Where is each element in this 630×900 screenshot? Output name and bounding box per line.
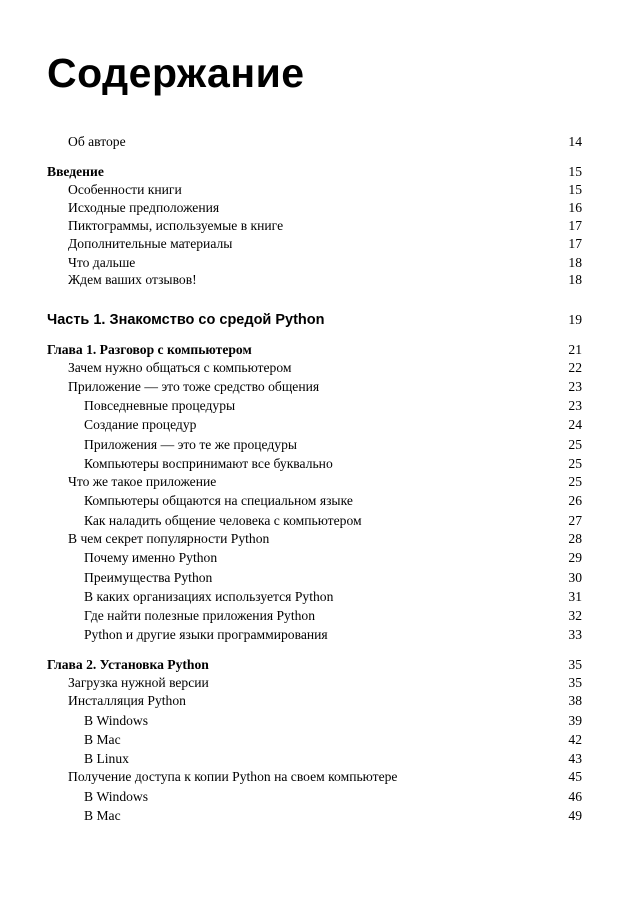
toc-entry-label: Глава 2. Установка Python bbox=[47, 657, 209, 672]
toc-entry bbox=[0, 455, 630, 473]
page-title: Содержание bbox=[47, 50, 305, 96]
toc-entry bbox=[0, 607, 630, 625]
toc-entry-page: 21 bbox=[568, 342, 582, 357]
toc-entry-label: В Windows bbox=[84, 713, 149, 728]
toc-entry bbox=[0, 492, 630, 510]
toc-entry bbox=[0, 235, 630, 253]
toc-entry bbox=[0, 199, 630, 217]
toc-entry-page: 18 bbox=[568, 255, 582, 270]
toc-entry-label: Что дальше bbox=[68, 255, 136, 270]
toc-entry bbox=[0, 512, 630, 530]
toc-entry-label: Компьютеры общаются на специальном языке bbox=[84, 493, 353, 508]
toc-entry-label: Приложения — это те же процедуры bbox=[84, 437, 298, 452]
toc-entry bbox=[0, 549, 630, 567]
toc-entry-page: 42 bbox=[568, 732, 582, 747]
toc-entry bbox=[0, 807, 630, 825]
toc-entry-page: 26 bbox=[568, 493, 582, 508]
toc-entry bbox=[0, 530, 630, 548]
toc-entry-label: В каких организациях используется Python bbox=[84, 589, 334, 604]
toc-entry-page: 19 bbox=[568, 312, 582, 327]
toc-entry-page: 16 bbox=[568, 200, 582, 215]
toc-entry bbox=[0, 181, 630, 199]
toc-entry-page: 45 bbox=[568, 769, 582, 784]
toc-entry bbox=[0, 588, 630, 606]
toc-entry-page: 15 bbox=[568, 164, 582, 179]
toc-entry-page: 25 bbox=[568, 456, 582, 471]
toc-entry-label: Загрузка нужной версии bbox=[68, 675, 209, 690]
toc-entry-label: Глава 1. Разговор с компьютером bbox=[47, 342, 252, 357]
toc-entry bbox=[0, 436, 630, 454]
toc-part bbox=[0, 311, 630, 329]
toc-entry bbox=[0, 416, 630, 434]
toc-entry-page: 18 bbox=[568, 272, 582, 287]
toc-entry bbox=[0, 731, 630, 749]
toc-entry-label: В Windows bbox=[84, 789, 149, 804]
toc-entry-label: Компьютеры воспринимают все буквально bbox=[84, 456, 333, 471]
toc-entry bbox=[0, 712, 630, 730]
toc-entry-page: 38 bbox=[568, 693, 582, 708]
toc-entry-label: Преимущества Python bbox=[84, 570, 213, 585]
toc-entry bbox=[0, 271, 630, 289]
toc-entry bbox=[0, 768, 630, 786]
toc-entry bbox=[0, 397, 630, 415]
toc-entry-page: 17 bbox=[568, 218, 582, 233]
toc-entry-label: Исходные предположения bbox=[68, 200, 220, 215]
toc-entry-page: 35 bbox=[568, 657, 582, 672]
toc-entry-label: В Mac bbox=[84, 732, 121, 747]
toc-entry-label: Зачем нужно общаться с компьютером bbox=[68, 360, 292, 375]
toc-entry-page: 24 bbox=[568, 417, 582, 432]
toc-entry-page: 32 bbox=[568, 608, 582, 623]
toc-entry-page: 35 bbox=[568, 675, 582, 690]
toc-entry-label: Создание процедур bbox=[84, 417, 197, 432]
toc-entry-label: Повседневные процедуры bbox=[84, 398, 236, 413]
toc-entry-label: В Linux bbox=[84, 751, 129, 766]
toc-entry-page: 39 bbox=[568, 713, 582, 728]
toc-entry-page: 14 bbox=[568, 134, 582, 149]
toc-entry-label: Введение bbox=[47, 164, 104, 179]
toc-entry-label: Python и другие языки программирования bbox=[84, 627, 328, 642]
toc-entry-label: Где найти полезные приложения Python bbox=[84, 608, 316, 623]
toc-entry-label: Получение доступа к копии Python на своем компьютере bbox=[68, 769, 398, 784]
toc-entry-page: 30 bbox=[568, 570, 582, 585]
toc-entry-page: 49 bbox=[568, 808, 582, 823]
toc-entry bbox=[0, 692, 630, 710]
toc-entry bbox=[0, 569, 630, 587]
toc-entry-label: В чем секрет популярности Python bbox=[68, 531, 270, 546]
toc-entry-page: 27 bbox=[568, 513, 582, 528]
toc-entry-page: 25 bbox=[568, 437, 582, 452]
toc-entry-page: 29 bbox=[568, 550, 582, 565]
toc-entry bbox=[0, 359, 630, 377]
toc-entry-label: Ждем ваших отзывов! bbox=[68, 272, 197, 287]
toc-entry-label: Дополнительные материалы bbox=[68, 236, 233, 251]
toc-entry-page: 25 bbox=[568, 474, 582, 489]
toc-entry-page: 43 bbox=[568, 751, 582, 766]
toc-entry-page: 33 bbox=[568, 627, 582, 642]
toc-entry bbox=[0, 626, 630, 644]
toc-entry-label: Пиктограммы, используемые в книге bbox=[68, 218, 284, 233]
toc-entry bbox=[0, 750, 630, 768]
toc-entry-label: Особенности книги bbox=[68, 182, 182, 197]
toc-entry bbox=[0, 133, 630, 151]
toc-entry bbox=[0, 788, 630, 806]
toc-entry-label: Об авторе bbox=[68, 134, 126, 149]
toc-entry bbox=[0, 674, 630, 692]
toc-entry-page: 31 bbox=[568, 589, 582, 604]
toc-entry-page: 17 bbox=[568, 236, 582, 251]
toc-entry-label: Инсталляция Python bbox=[68, 693, 186, 708]
toc-entry-page: 23 bbox=[568, 398, 582, 413]
toc-section bbox=[0, 163, 630, 181]
toc-entry-label: Почему именно Python bbox=[84, 550, 218, 565]
toc-entry bbox=[0, 217, 630, 235]
toc-chapter bbox=[0, 341, 630, 359]
toc-entry-page: 15 bbox=[568, 182, 582, 197]
toc-entry-page: 22 bbox=[568, 360, 582, 375]
toc-entry-label: В Mac bbox=[84, 808, 121, 823]
toc-entry bbox=[0, 473, 630, 491]
toc-entry-page: 46 bbox=[568, 789, 582, 804]
toc-entry-page: 23 bbox=[568, 379, 582, 394]
toc-entry-label: Как наладить общение человека с компьютером bbox=[84, 513, 362, 528]
toc-entry bbox=[0, 254, 630, 272]
toc-part-label: Часть 1. Знакомство со средой Python bbox=[47, 312, 325, 328]
toc-chapter bbox=[0, 656, 630, 674]
toc-entry-page: 28 bbox=[568, 531, 582, 546]
toc-entry-label: Что же такое приложение bbox=[68, 474, 217, 489]
toc-entry bbox=[0, 378, 630, 396]
toc-entry-label: Приложение — это тоже средство общения bbox=[68, 379, 320, 394]
